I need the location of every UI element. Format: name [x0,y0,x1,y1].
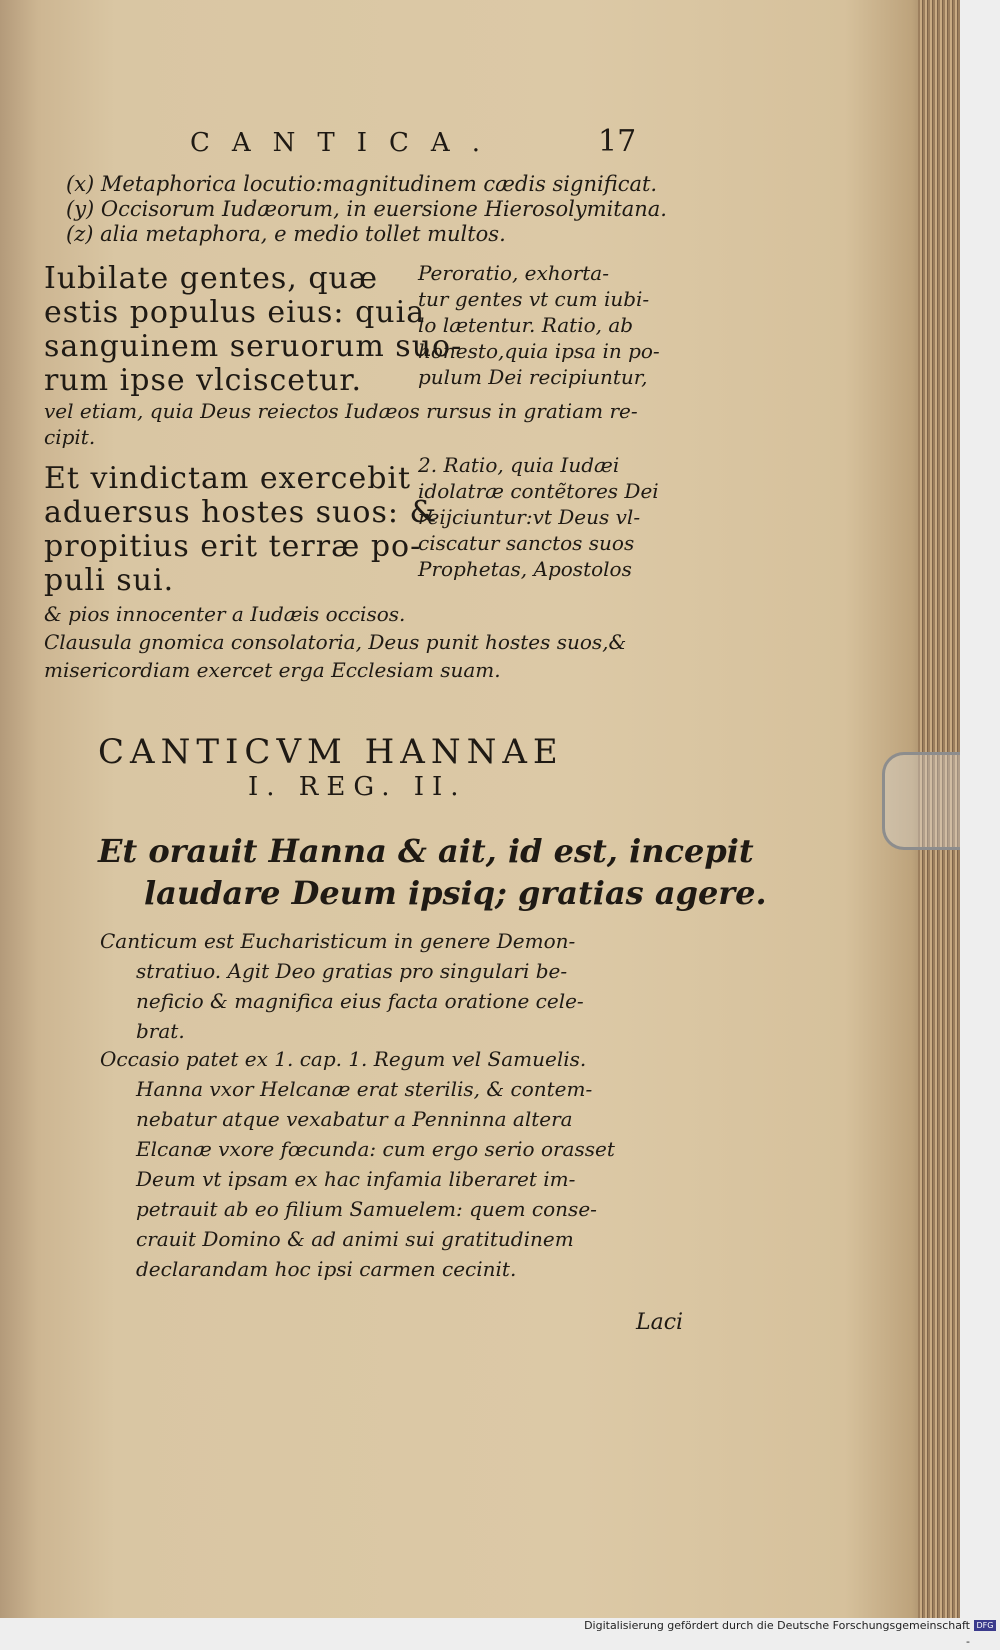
catchword: Laci [636,1310,684,1335]
body-line: petrauit ab eo filium Samuelem: quem conse- [136,1197,597,1221]
body-line: neficio & magnifica eius facta oratione cele- [136,989,584,1013]
gloss-2-continued [44,600,626,684]
paragraph-canticum [100,926,584,1046]
gloss-line: cipit. [44,425,96,449]
verse-line: Et vindictam exercebit [44,461,412,496]
note-line: (z) alia metaphora, e medio tollet multos. [66,222,506,246]
gloss-line: honesto,quia ipsa in po- [418,339,660,363]
verse-line: propitius erit terræ po- [44,529,422,564]
verse-line: puli sui. [44,563,175,598]
gloss-line: & pios innocenter a Iudæis occisos. [44,602,406,626]
body-line: Deum vt ipsam ex hac infamia liberaret im- [136,1167,576,1191]
gloss-line: pulum Dei recipiuntur, [418,365,648,389]
heading-line: Et orauit Hanna & ait, id est, incepit [98,832,754,870]
note-line: (x) Metaphorica locutio:magnitudinem cædis significat. [66,172,658,196]
body-line: declarandam hoc ipsi carmen cecinit. [136,1257,517,1281]
body-line: Canticum est Eucharisticum in genere Demon- [100,929,576,953]
gloss-line: lo lætentur. Ratio, ab [418,313,634,337]
verse-line: aduersus hostes suos: & [44,495,438,530]
notes-top [66,172,667,247]
gloss-1-continued [44,398,638,450]
paragraph-occasio [100,1044,615,1284]
gloss-line: misericordiam exercet erga Ecclesiam suam. [44,658,501,682]
body-line: crauit Domino & ad animi sui gratitudinem [136,1227,574,1251]
section-reference: I. REG. II. [248,772,467,802]
gloss-line: Prophetas, Apostolos [418,557,632,581]
body-line: Occasio patet ex 1. cap. 1. Regum vel Samuelis. [100,1047,587,1071]
opening-heading [98,830,767,914]
dfg-logo: DFG [974,1620,996,1631]
verse-line: Iubilate gentes, quæ [44,261,379,296]
gloss-line: tur gentes vt cum iubi- [418,287,650,311]
body-line: Hanna vxor Helcanæ erat sterilis, & contem- [136,1077,593,1101]
body-line: Elcanæ vxore fœcunda: cum ergo serio orasset [136,1137,615,1161]
section-title: CANTICVM HANNAE [98,732,564,772]
verse-1 [44,262,462,398]
body-line: nebatur atque vexabatur a Penninna altera [136,1107,573,1131]
body-line: stratiuo. Agit Deo gratias pro singulari be- [136,959,568,983]
note-line: (y) Occisorum Iudæorum, in euersione Hierosolymitana. [66,197,667,221]
running-header: CANTICA. [190,128,502,158]
gloss-line: Clausula gnomica consolatoria, Deus punit hostes suos,& [44,630,627,654]
body-line: brat. [136,1019,185,1043]
gloss-2 [418,452,659,582]
gloss-line: 2. Ratio, quia Iudæi [418,453,620,477]
digitization-credit: Digitalisierung gefördert durch die Deutsche Forschungsgemeinschaft - [584,1619,970,1648]
verse-line: estis populus eius: quia [44,295,426,330]
verse-2 [44,462,437,598]
heading-line: laudare Deum ipsiq; gratias agere. [144,874,767,912]
verse-line: rum ipse vlciscetur. [44,363,362,398]
gloss-1 [418,260,660,390]
page-number: 17 [598,124,637,159]
verse-line: sanguinem seruorum suo- [44,329,463,364]
page-clip [882,752,960,850]
gloss-line: vel etiam, quia Deus reiectos Iudæos rursus in gratiam re- [44,399,638,423]
gloss-line: Peroratio, exhorta- [418,261,609,285]
gloss-line: idolatræ contẽtores Dei [418,479,659,503]
gloss-line: reijciuntur:vt Deus vl- [418,505,641,529]
gloss-line: ciscatur sanctos suos [418,531,635,555]
